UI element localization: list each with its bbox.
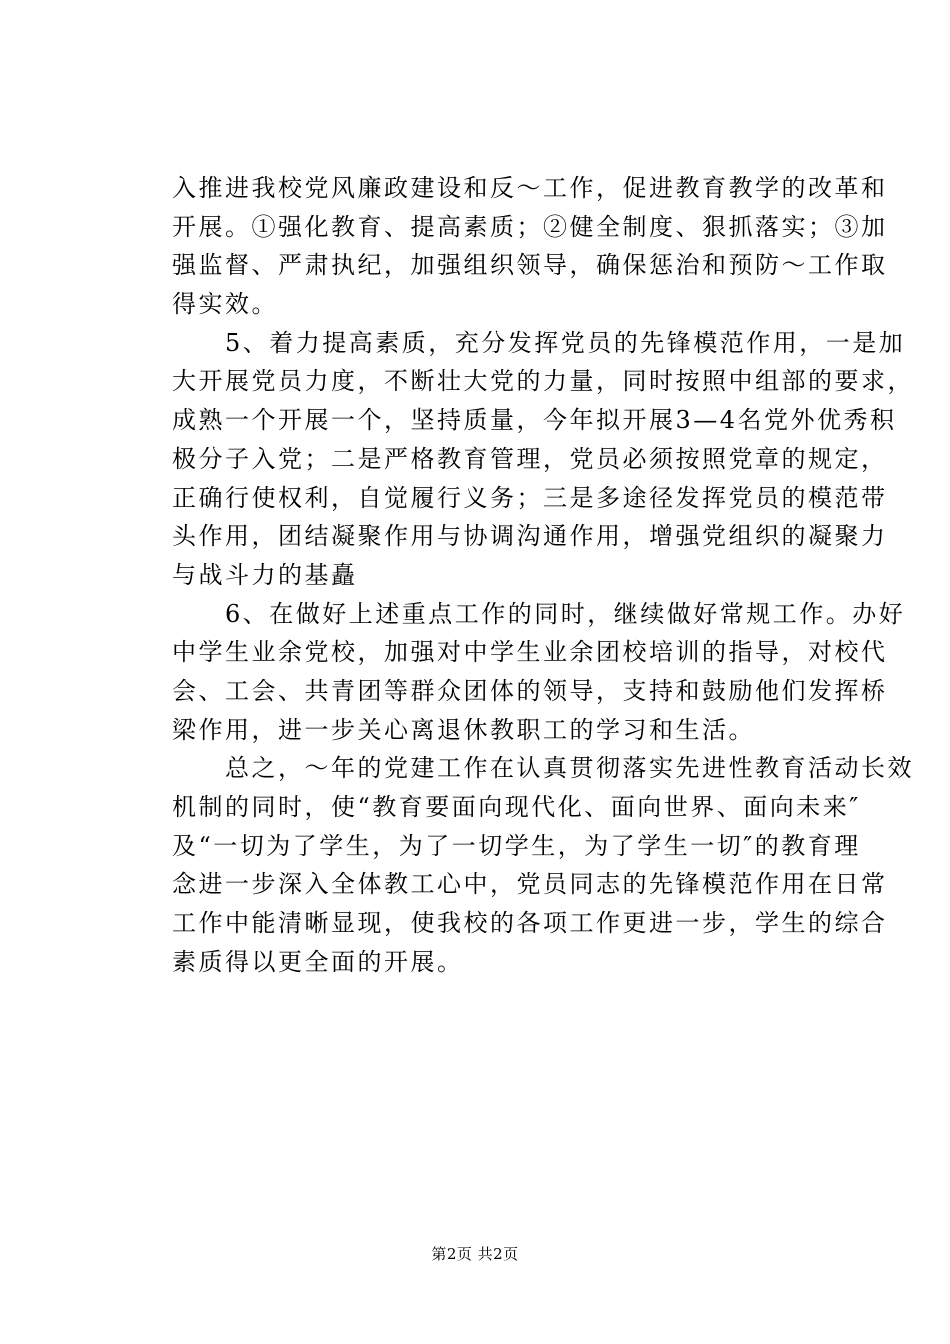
text-line: 6、在做好上述重点工作的同时，继续做好常规工作。办好 — [172, 599, 906, 628]
text-line: 素质得以更全面的开展。 — [172, 947, 464, 976]
document-body — [172, 169, 914, 981]
text-line: 正确行使权利，自觉履行义务；三是多途径发挥党员的模范带 — [172, 483, 888, 512]
text-line: 与战斗力的基矗 — [172, 560, 358, 589]
text-line: 头作用，团结凝聚作用与协调沟通作用，增强党组织的凝聚力 — [172, 522, 888, 551]
text-line: 中学生业余党校，加强对中学生业余团校培训的指导，对校代 — [172, 638, 888, 667]
text-line: 强监督、严肃执纪，加强组织领导，确保惩治和预防～工作取 — [172, 251, 888, 280]
text-line: 及“一切为了学生，为了一切学生，为了学生一切″的教育理 — [172, 831, 861, 860]
page-number-footer: 第2页 共2页 — [431, 1245, 519, 1263]
text-line: 念进一步深入全体教工心中，党员同志的先锋模范作用在日常 — [172, 870, 888, 899]
text-line: 会、工会、共青团等群众团体的领导，支持和鼓励他们发挥桥 — [172, 676, 888, 705]
text-line: 开展。①强化教育、提高素质；②健全制度、狠抓落实；③加 — [172, 212, 888, 241]
text-line: 机制的同时，使“教育要面向现代化、面向世界、面向未来″ — [172, 793, 861, 821]
text-line: 入推进我校党风廉政建设和反～工作，促进教育教学的改革和 — [172, 174, 888, 202]
text-line: 梁作用，进一步关心离退休教职工的学习和生活。 — [172, 715, 755, 744]
text-line: 极分子入党；二是严格教育管理，党员必须按照党章的规定， — [172, 444, 888, 473]
text-line: 成熟一个开展一个，坚持质量，今年拟开展3—4名党外优秀积 — [172, 406, 897, 435]
text-line: 大开展党员力度，不断壮大党的力量，同时按照中组部的要求， — [172, 367, 914, 396]
text-line: 工作中能清晰显现，使我校的各项工作更进一步，学生的综合 — [172, 909, 888, 938]
text-line: 5、着力提高素质，充分发挥党员的先锋模范作用，一是加 — [172, 328, 906, 357]
text-line: 总之，～年的党建工作在认真贯彻落实先进性教育活动长效 — [172, 754, 914, 783]
text-line: 得实效。 — [172, 290, 278, 319]
